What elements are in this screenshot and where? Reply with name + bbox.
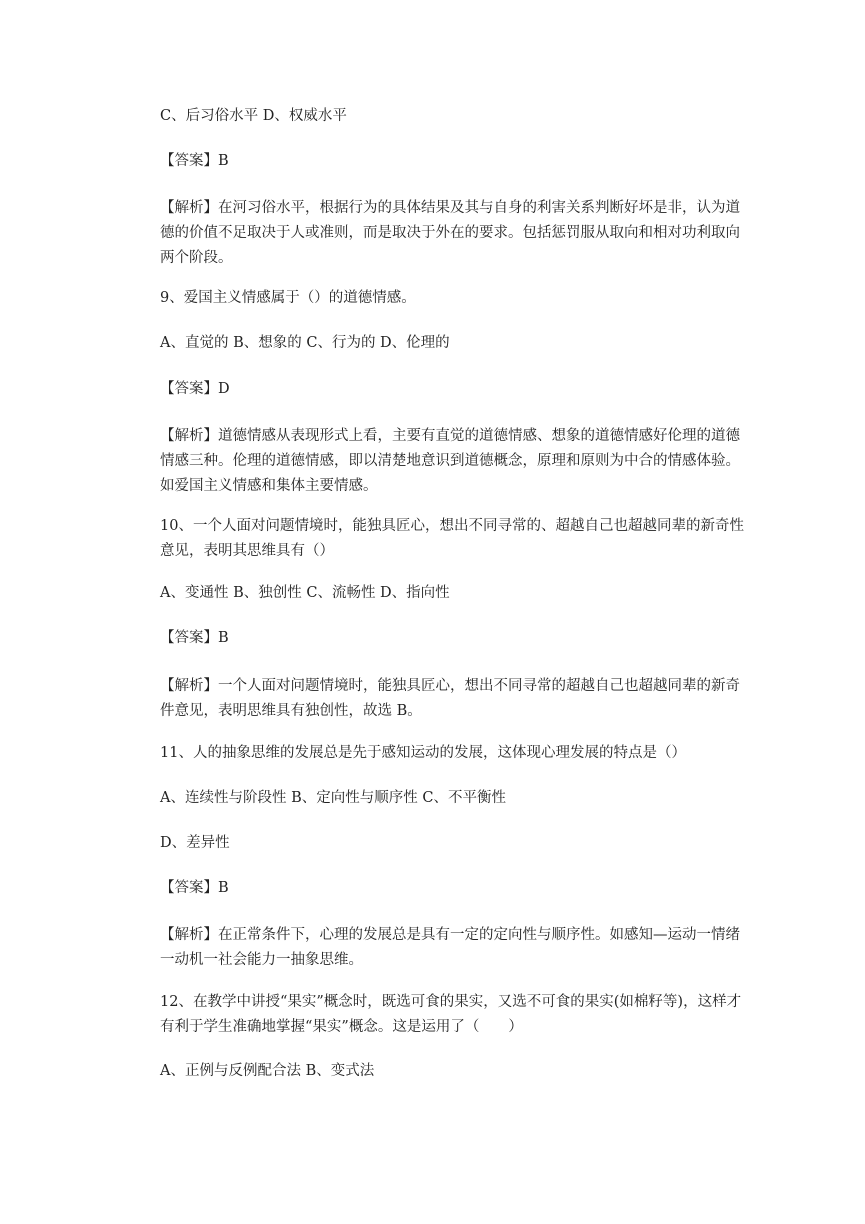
explanation-paragraph — [160, 196, 745, 271]
explanation-paragraph: 【解析】道德情感从表现形式上看，主要有直觉的道德情感、想象的道德情感好伦理的道德情感三种。伦理的道德情感，即以清楚地意识到道德概念，原理和原则为中合的情感体验。如爱国主义情感和集体主要情感。 — [160, 428, 740, 494]
answer-line: 【答案】B — [160, 630, 229, 646]
explanation-text: 【解析】在河习俗水平，根据行为的具体结果及其与自身的利害关系判断好坏是非，认为道德的价值不足取决于人或准则，而是取决于外在的要求。包括惩罚服从取向和相对功利取向两个阶段。 — [160, 200, 740, 266]
explanation-paragraph: 【解析】在正常条件下，心理的发展总是具有一定的定向性与顺序性。如感知—运动一情绪一动机一社会能力一抽象思维。 — [160, 927, 740, 968]
option-line: A、正例与反例配合法 B、变式法 — [160, 1063, 375, 1079]
question-10: 10、一个人面对问题情境时，能独具匠心，想出不同寻常的、超越自己也超越同辈的新奇性意见，表明其思维具有（） — [160, 518, 744, 559]
answer-line: 【答案】B — [160, 153, 229, 169]
question-11: 11、人的抽象思维的发展总是先于感知运动的发展，这体现心理发展的特点是（） — [160, 745, 686, 761]
question-12: 12、在教学中讲授“果实”概念时，既选可食的果实，又选不可食的果实(如棉籽等)，这样才有利于学生准确地掌握“果实”概念。这是运用了（ ） — [160, 994, 742, 1035]
answer-line: 【答案】D — [160, 381, 230, 397]
option-line: D、差异性 — [160, 835, 230, 851]
option-line: C、后习俗水平 D、权威水平 — [160, 108, 347, 124]
explanation-paragraph: 【解析】一个人面对问题情境时，能独具匠心，想出不同寻常的超越自己也超越同辈的新奇件意见，表明思维具有独创性，故选 B。 — [160, 678, 740, 719]
option-line: A、连续性与阶段性 B、定向性与顺序性 C、不平衡性 — [160, 790, 506, 806]
question-9: 9、爱国主义情感属于（）的道德情感。 — [160, 290, 416, 306]
option-line: A、变通性 B、独创性 C、流畅性 D、指向性 — [160, 585, 450, 601]
option-line: A、直觉的 B、想象的 C、行为的 D、伦理的 — [160, 335, 450, 351]
answer-line: 【答案】B — [160, 880, 229, 896]
